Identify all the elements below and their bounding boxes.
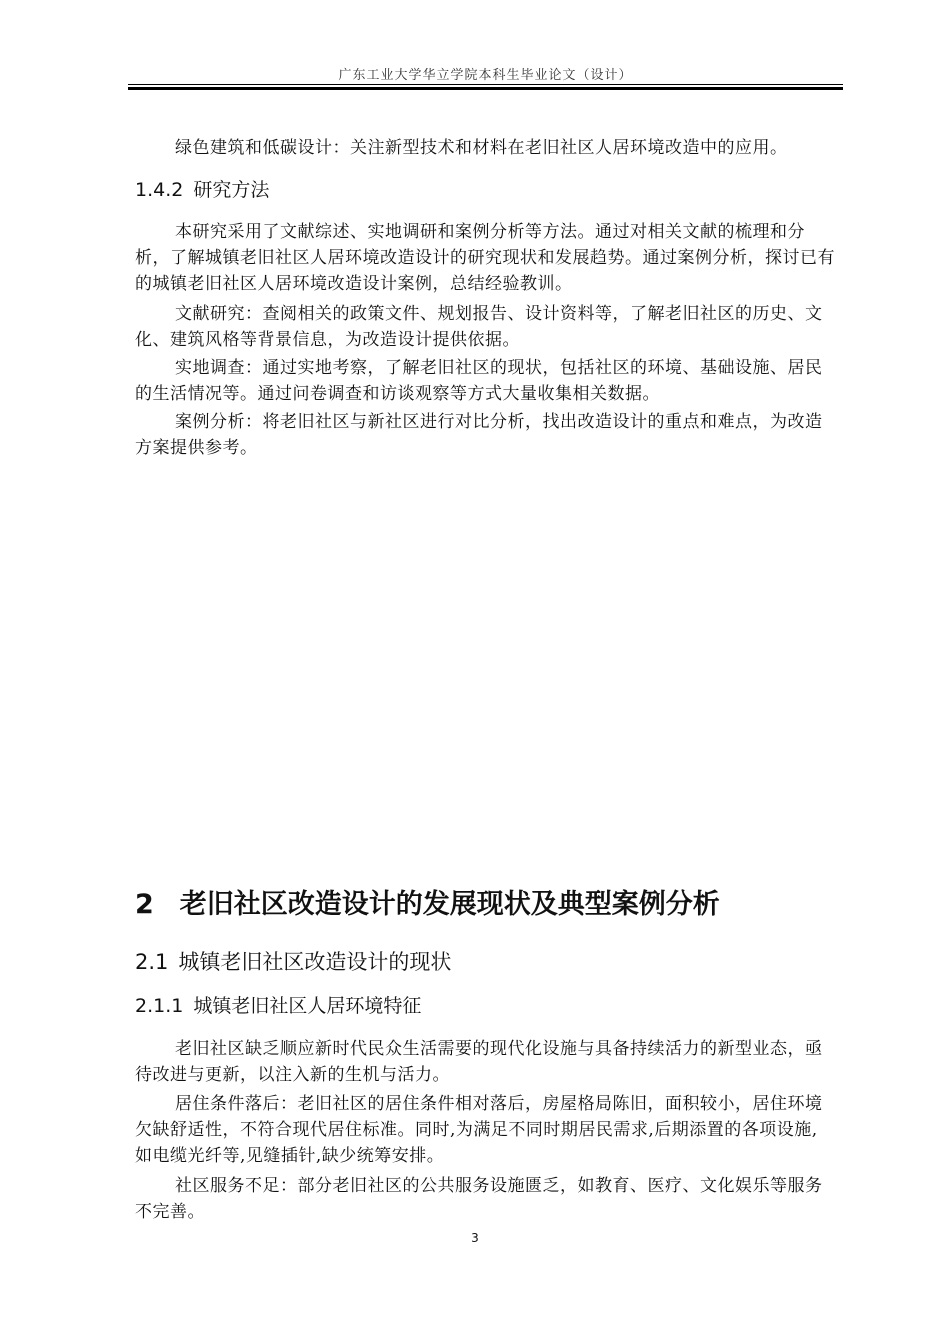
section-number: 2.1.1 [135,995,184,1017]
paragraph-case-analysis: 案例分析：将老旧社区与新社区进行对比分析，找出改造设计的重点和难点，为改造方案提供参考。 [135,412,823,458]
chapter-heading-2 [135,887,720,923]
page-number: 3 [471,1231,479,1245]
paragraph-field-survey: 实地调查：通过实地考察，了解老旧社区的现状，包括社区的环境、基础设施、居民的生活情况等。通过问卷调查和访谈观察等方式大量收集相关数据。 [135,358,823,404]
header-rule-thin [128,84,843,85]
paragraph-research-method: 本研究采用了文献综述、实地调研和案例分析等方法。通过对相关文献的梳理和分析，了解城镇老旧社区人居环境改造设计的研究现状和发展趋势。通过案例分析，探讨已有的城镇老旧社区人居环境改造设计案例，总结经验教训。 [135,222,835,294]
section-number: 1.4.2 [135,179,184,201]
section-number: 2.1 [135,950,169,974]
paragraph-green-building: 绿色建筑和低碳设计：关注新型技术和材料在老旧社区人居环境改造中的应用。 [175,138,788,158]
paragraph-housing-conditions: 居住条件落后：老旧社区的居住条件相对落后，房屋格局陈旧，面积较小，居住环境欠缺舒适性，不符合现代居住标准。同时,为满足不同时期居民需求,后期添置的各项设施,如电缆光纤等,见缝插针,缺少统筹安排。 [135,1094,823,1166]
header-rule-thick [128,87,843,90]
section-title: 城镇老旧社区人居环境特征 [193,995,422,1017]
running-header: 广东工业大学华立学院本科生毕业论文（设计） [338,68,633,83]
chapter-title: 老旧社区改造设计的发展现状及典型案例分析 [179,889,720,920]
section-heading-2-1 [135,947,451,977]
section-heading-1-4-2 [135,177,269,203]
section-title: 城镇老旧社区改造设计的现状 [178,950,452,974]
section-heading-2-1-1 [135,993,421,1019]
paragraph-community-features: 老旧社区缺乏顺应新时代民众生活需要的现代化设施与具备持续活力的新型业态，亟待改进与更新，以注入新的生机与活力。 [135,1039,823,1085]
paragraph-community-services: 社区服务不足：部分老旧社区的公共服务设施匮乏，如教育、医疗、文化娱乐等服务不完善。 [135,1176,823,1222]
chapter-number: 2 [135,889,154,920]
paragraph-literature-research: 文献研究：查阅相关的政策文件、规划报告、设计资料等，了解老旧社区的历史、文化、建筑风格等背景信息，为改造设计提供依据。 [135,304,823,350]
section-title: 研究方法 [193,179,270,201]
